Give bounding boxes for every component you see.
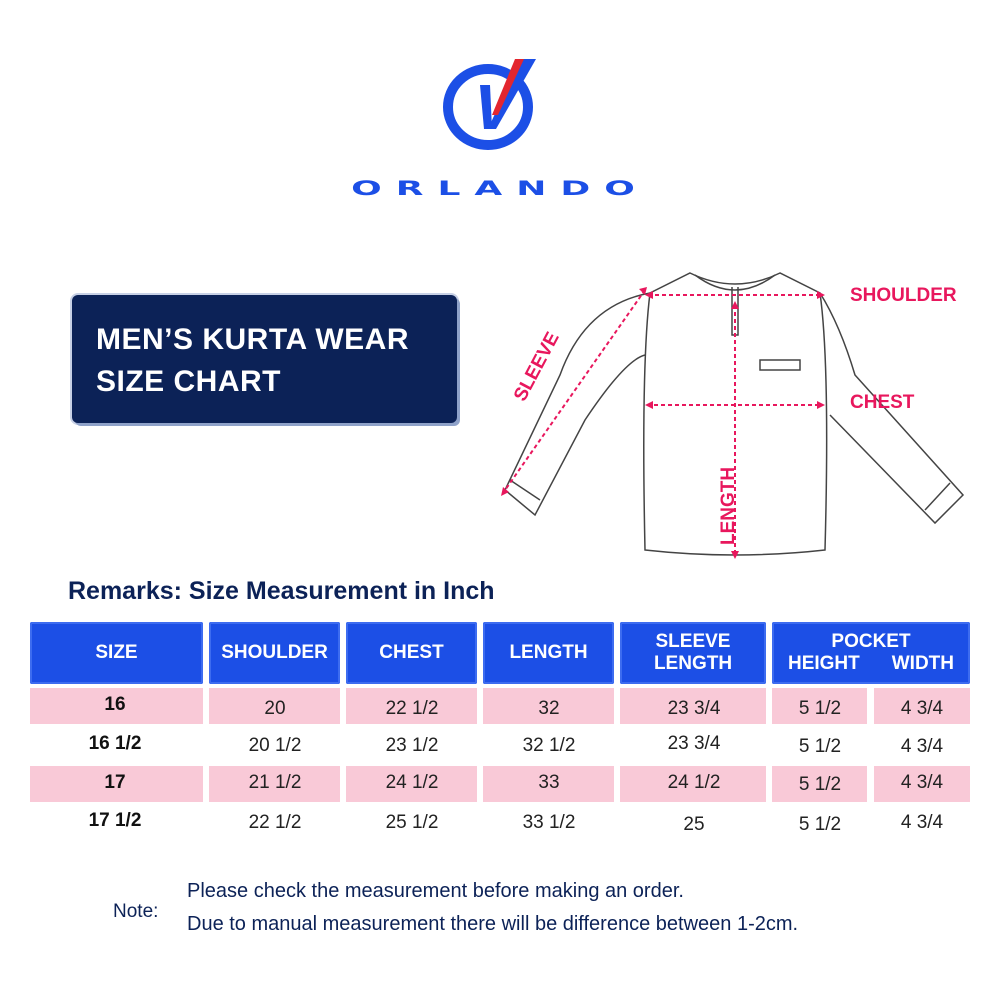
- length-value: 33 1/2: [522, 812, 576, 833]
- note-line-1: Please check the measurement before making an order.: [187, 880, 684, 902]
- shoulder-value: 20 1/2: [248, 735, 302, 756]
- measure-arrowheads: [501, 287, 825, 559]
- header-chest: CHEST: [346, 622, 477, 684]
- length-value: 32 1/2: [522, 735, 576, 756]
- chest-value: 24 1/2: [385, 772, 439, 793]
- shoulder-value: 22 1/2: [248, 812, 302, 833]
- remarks-heading: Remarks: Size Measurement in Inch: [68, 577, 495, 605]
- sleeve-length-value: 24 1/2: [667, 772, 721, 793]
- header-pocket-width: WIDTH: [891, 653, 954, 674]
- header-length: LENGTH: [483, 622, 614, 684]
- header-pocket: POCKET HEIGHT WIDTH: [772, 622, 970, 684]
- pocket-height-value: 5 1/2: [798, 814, 842, 835]
- shoulder-value: 21 1/2: [248, 772, 302, 793]
- chest-label: CHEST: [850, 392, 915, 413]
- sleeve-length-value: 25: [683, 814, 705, 835]
- pocket-width-value: 4 3/4: [900, 698, 944, 719]
- pocket-width-value: 4 3/4: [900, 772, 944, 793]
- pocket-width-value: 4 3/4: [900, 736, 944, 757]
- title-line-1: MEN’S KURTA WEAR: [96, 323, 409, 356]
- shoulder-value: 20: [264, 698, 286, 719]
- size-value: 17 1/2: [88, 810, 142, 831]
- sleeve-label: SLEEVE: [510, 328, 564, 405]
- header-pocket-height: HEIGHT: [787, 653, 860, 674]
- shoulder-label: SHOULDER: [850, 285, 957, 306]
- pocket-height-value: 5 1/2: [798, 736, 842, 757]
- size-value: 16 1/2: [88, 733, 142, 754]
- orlando-logo-mark: [440, 55, 545, 155]
- chest-value: 22 1/2: [385, 698, 439, 719]
- header-sleeve-length: SLEEVE LENGTH: [620, 622, 766, 684]
- size-value: 16: [104, 694, 126, 715]
- title-line-2: SIZE CHART: [96, 365, 281, 398]
- chest-value: 23 1/2: [385, 735, 439, 756]
- pocket-height-value: 5 1/2: [798, 774, 842, 795]
- length-value: 32: [538, 698, 560, 719]
- note-line-2: Due to manual measurement there will be difference between 1-2cm.: [187, 913, 799, 935]
- header-size: SIZE: [30, 622, 203, 684]
- sleeve-length-value: 23 3/4: [667, 733, 721, 754]
- orlando-wordmark: ORLANDO: [351, 177, 649, 201]
- pocket-width-value: 4 3/4: [900, 812, 944, 833]
- measure-lines: [503, 290, 823, 555]
- sleeve-length-value: 23 3/4: [667, 698, 721, 719]
- size-chart-title-box: [72, 295, 457, 423]
- length-value: 33: [538, 772, 560, 793]
- header-shoulder: SHOULDER: [209, 622, 340, 684]
- chest-value: 25 1/2: [385, 812, 439, 833]
- note-label: Note:: [113, 901, 159, 922]
- length-label: LENGTH: [718, 466, 739, 545]
- size-value: 17: [104, 772, 126, 793]
- pocket-height-value: 5 1/2: [798, 698, 842, 719]
